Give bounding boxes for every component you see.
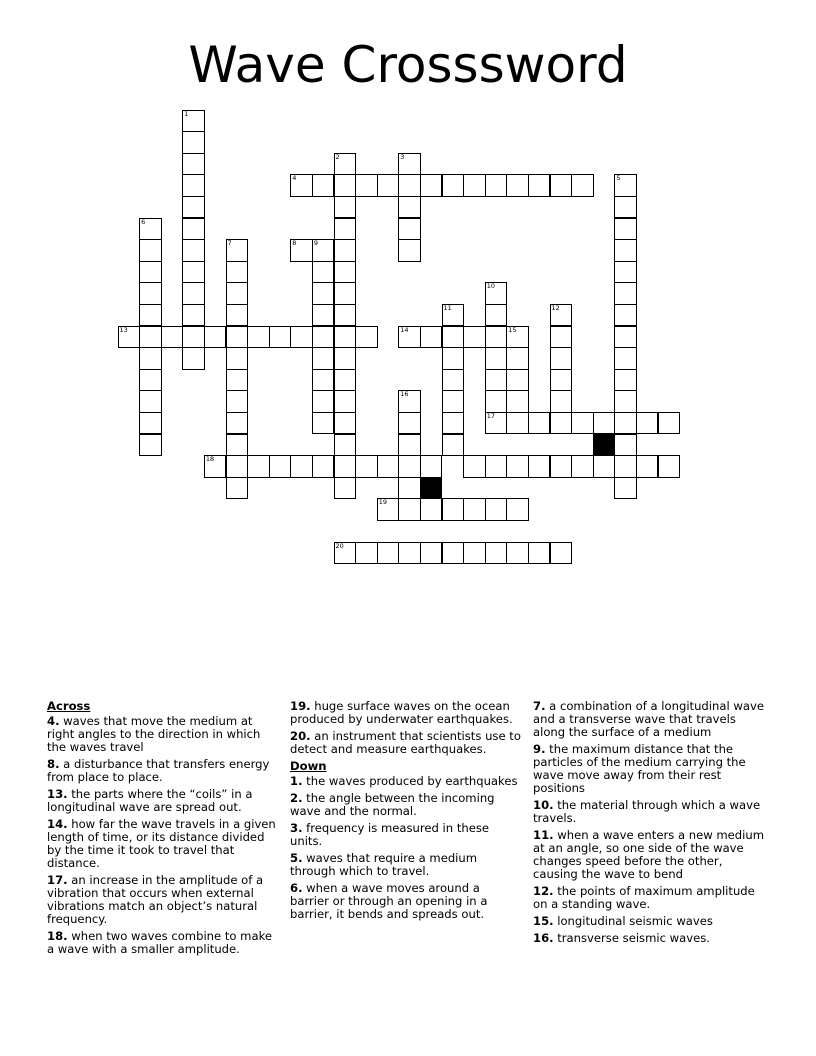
- grid-cell[interactable]: [420, 542, 443, 565]
- grid-cell[interactable]: [442, 304, 465, 327]
- clue-text: an instrument that scientists use to detect and measure earthquakes.: [290, 729, 521, 756]
- grid-cell[interactable]: [312, 390, 335, 413]
- grid-cell[interactable]: [614, 304, 637, 327]
- grid-cell[interactable]: [614, 434, 637, 457]
- across-clue: [47, 758, 279, 784]
- grid-cell[interactable]: [182, 196, 205, 219]
- clue-text: huge surface waves on the ocean produced by underwater earthquakes.: [290, 699, 513, 726]
- grid-cell[interactable]: [334, 261, 357, 284]
- grid-cell[interactable]: [398, 477, 421, 500]
- clue-number: 18.: [47, 929, 68, 943]
- grid-cell[interactable]: [355, 174, 378, 197]
- grid-cell[interactable]: [334, 455, 357, 478]
- down-clue: [533, 799, 765, 825]
- grid-cell[interactable]: [463, 174, 486, 197]
- cell-number: 2: [335, 152, 340, 161]
- grid-cell[interactable]: [226, 261, 249, 284]
- black-cell: [420, 477, 443, 500]
- grid-cell[interactable]: [139, 326, 162, 349]
- grid-cell[interactable]: [312, 326, 335, 349]
- grid-cell[interactable]: [485, 174, 508, 197]
- grid-cell[interactable]: [485, 498, 508, 521]
- down-clue: [290, 775, 522, 788]
- grid-cell[interactable]: [334, 174, 357, 197]
- grid-cell[interactable]: [182, 282, 205, 305]
- grid-cell[interactable]: [398, 434, 421, 457]
- clue-number: 13.: [47, 787, 68, 801]
- grid-cell[interactable]: [614, 218, 637, 241]
- grid-cell[interactable]: [398, 153, 421, 176]
- cell-number: 14: [400, 325, 409, 334]
- grid-cell[interactable]: [334, 369, 357, 392]
- grid-cell[interactable]: [658, 455, 681, 478]
- grid-cell[interactable]: [550, 347, 573, 370]
- grid-cell[interactable]: [182, 153, 205, 176]
- grid-cell[interactable]: [312, 304, 335, 327]
- across-clue: [47, 715, 279, 754]
- grid-cell[interactable]: [485, 369, 508, 392]
- grid-cell[interactable]: [550, 412, 573, 435]
- clue-text: the material through which a wave travels.: [533, 798, 761, 825]
- grid-cell[interactable]: [614, 196, 637, 219]
- clue-number: 17.: [47, 873, 68, 887]
- grid-cell[interactable]: [226, 369, 249, 392]
- clue-number: 9.: [533, 742, 546, 756]
- grid-cell[interactable]: [398, 542, 421, 565]
- grid-cell[interactable]: [118, 326, 141, 349]
- grid-cell[interactable]: [636, 412, 659, 435]
- grid-cell[interactable]: [420, 498, 443, 521]
- grid-cell[interactable]: [139, 390, 162, 413]
- grid-cell[interactable]: [506, 542, 529, 565]
- clue-text: the points of maximum amplitude on a standing wave.: [533, 884, 755, 911]
- grid-cell[interactable]: [614, 326, 637, 349]
- down-clue: [533, 885, 765, 911]
- grid-cell[interactable]: [355, 542, 378, 565]
- grid-cell[interactable]: [571, 412, 594, 435]
- puzzle-title: Wave Crosssword: [188, 36, 628, 94]
- grid-cell[interactable]: [614, 455, 637, 478]
- clue-number: 14.: [47, 817, 68, 831]
- grid-cell[interactable]: [420, 174, 443, 197]
- grid-cell[interactable]: [139, 369, 162, 392]
- clue-text: waves that require a medium through which to travel.: [290, 851, 478, 878]
- clue-text: the angle between the incoming wave and the normal.: [290, 791, 495, 818]
- grid-cell[interactable]: [139, 412, 162, 435]
- grid-cell[interactable]: [614, 477, 637, 500]
- down-clue: [290, 792, 522, 818]
- clue-column-2: [290, 700, 522, 925]
- grid-cell[interactable]: [226, 434, 249, 457]
- cell-number: 6: [141, 217, 146, 226]
- clue-number: 15.: [533, 914, 554, 928]
- grid-cell[interactable]: [485, 282, 508, 305]
- grid-cell[interactable]: [334, 239, 357, 262]
- grid-cell[interactable]: [614, 282, 637, 305]
- clue-text: when a wave enters a new medium at an angle, so one side of the wave changes speed before the other, causing the wave to bend: [533, 828, 765, 881]
- grid-cell[interactable]: [290, 455, 313, 478]
- clue-text: an increase in the amplitude of a vibration that occurs when external vibrations match an object’s natural frequency.: [47, 873, 264, 926]
- clue-text: a disturbance that transfers energy from place to place.: [47, 757, 270, 784]
- grid-cell[interactable]: [506, 326, 529, 349]
- grid-cell[interactable]: [398, 174, 421, 197]
- down-clue: [533, 743, 765, 795]
- grid-cell[interactable]: [312, 455, 335, 478]
- clue-number: 20.: [290, 729, 311, 743]
- across-clue: [290, 730, 522, 756]
- clue-number: 3.: [290, 821, 303, 835]
- grid-cell[interactable]: [334, 153, 357, 176]
- cell-number: 8: [292, 239, 297, 248]
- grid-cell[interactable]: [528, 455, 551, 478]
- grid-cell[interactable]: [161, 326, 184, 349]
- clue-number: 16.: [533, 931, 554, 945]
- grid-cell[interactable]: [550, 326, 573, 349]
- grid-cell[interactable]: [139, 434, 162, 457]
- grid-cell[interactable]: [182, 218, 205, 241]
- grid-cell[interactable]: [442, 174, 465, 197]
- clue-text: how far the wave travels in a given length of time, or its distance divided by the time it took to travel that distance.: [47, 817, 276, 870]
- grid-cell[interactable]: [226, 477, 249, 500]
- black-cell: [593, 434, 616, 457]
- grid-cell[interactable]: [290, 174, 313, 197]
- grid-cell[interactable]: [182, 110, 205, 133]
- down-clue: [533, 700, 765, 739]
- cell-number: 3: [400, 152, 405, 161]
- grid-cell[interactable]: [442, 390, 465, 413]
- grid-cell[interactable]: [334, 326, 357, 349]
- grid-cell[interactable]: [398, 412, 421, 435]
- grid-cell[interactable]: [442, 412, 465, 435]
- cell-number: 16: [400, 390, 409, 399]
- grid-cell[interactable]: [614, 369, 637, 392]
- grid-cell[interactable]: [636, 455, 659, 478]
- clue-number: 5.: [290, 851, 303, 865]
- clue-number: 7.: [533, 699, 546, 713]
- grid-cell[interactable]: [334, 196, 357, 219]
- grid-cell[interactable]: [226, 412, 249, 435]
- down-clue: [290, 882, 522, 921]
- grid-cell[interactable]: [614, 174, 637, 197]
- grid-cell[interactable]: [226, 347, 249, 370]
- grid-cell[interactable]: [204, 326, 227, 349]
- grid-cell[interactable]: [334, 390, 357, 413]
- clue-text: when two waves combine to make a wave with a smaller amplitude.: [47, 929, 273, 956]
- grid-cell[interactable]: [312, 369, 335, 392]
- grid-cell[interactable]: [442, 326, 465, 349]
- clue-number: 11.: [533, 828, 554, 842]
- grid-cell[interactable]: [312, 347, 335, 370]
- grid-cell[interactable]: [334, 304, 357, 327]
- cell-number: 10: [486, 282, 495, 291]
- grid-cell[interactable]: [420, 326, 443, 349]
- grid-cell[interactable]: [247, 326, 270, 349]
- grid-cell[interactable]: [312, 282, 335, 305]
- grid-cell[interactable]: [334, 218, 357, 241]
- down-clue: [533, 915, 765, 928]
- grid-cell[interactable]: [485, 326, 508, 349]
- clue-text: a combination of a longitudinal wave and a transverse wave that travels along the surface of a medium: [533, 699, 764, 739]
- grid-cell[interactable]: [312, 174, 335, 197]
- grid-cell[interactable]: [182, 326, 205, 349]
- down-clue: [290, 852, 522, 878]
- grid-cell[interactable]: [528, 412, 551, 435]
- grid-cell[interactable]: [463, 542, 486, 565]
- clue-number: 6.: [290, 881, 303, 895]
- clue-text: frequency is measured in these units.: [290, 821, 490, 848]
- clue-text: waves that move the medium at right angles to the direction in which the waves travel: [47, 714, 261, 754]
- grid-cell[interactable]: [139, 239, 162, 262]
- grid-cell[interactable]: [139, 282, 162, 305]
- grid-cell[interactable]: [204, 455, 227, 478]
- grid-cell[interactable]: [550, 304, 573, 327]
- cell-number: 19: [378, 498, 387, 507]
- grid-cell[interactable]: [614, 261, 637, 284]
- clue-number: 4.: [47, 714, 60, 728]
- across-clue: [47, 818, 279, 870]
- grid-cell[interactable]: [182, 239, 205, 262]
- clue-column-1: [47, 700, 279, 960]
- clue-number: 12.: [533, 884, 554, 898]
- grid-cell[interactable]: [593, 455, 616, 478]
- across-heading: Across: [47, 699, 91, 713]
- grid-cell[interactable]: [528, 542, 551, 565]
- clue-column-3: [533, 700, 765, 949]
- grid-cell[interactable]: [334, 542, 357, 565]
- grid-cell[interactable]: [398, 218, 421, 241]
- grid-cell[interactable]: [139, 261, 162, 284]
- grid-cell[interactable]: [226, 455, 249, 478]
- clue-number: 10.: [533, 798, 554, 812]
- grid-cell[interactable]: [506, 390, 529, 413]
- clue-text: the waves produced by earthquakes: [306, 774, 518, 788]
- across-clue: [290, 700, 522, 726]
- across-clue: [47, 788, 279, 814]
- grid-cell[interactable]: [290, 239, 313, 262]
- grid-cell[interactable]: [398, 196, 421, 219]
- grid-cell[interactable]: [614, 239, 637, 262]
- grid-cell[interactable]: [290, 326, 313, 349]
- grid-cell[interactable]: [506, 412, 529, 435]
- grid-cell[interactable]: [485, 455, 508, 478]
- grid-cell[interactable]: [269, 326, 292, 349]
- grid-cell[interactable]: [442, 542, 465, 565]
- grid-cell[interactable]: [550, 390, 573, 413]
- grid-cell[interactable]: [334, 412, 357, 435]
- down-clue: [290, 822, 522, 848]
- grid-cell[interactable]: [398, 390, 421, 413]
- grid-cell[interactable]: [506, 369, 529, 392]
- grid-cell[interactable]: [550, 542, 573, 565]
- cell-number: 4: [292, 174, 297, 183]
- grid-cell[interactable]: [614, 412, 637, 435]
- grid-cell[interactable]: [139, 218, 162, 241]
- across-clue: [47, 930, 279, 956]
- grid-cell[interactable]: [334, 434, 357, 457]
- grid-cell[interactable]: [377, 498, 400, 521]
- grid-cell[interactable]: [506, 174, 529, 197]
- grid-cell[interactable]: [398, 455, 421, 478]
- grid-cell[interactable]: [506, 498, 529, 521]
- grid-cell[interactable]: [226, 282, 249, 305]
- clue-text: longitudinal seismic waves: [557, 914, 713, 928]
- grid-cell[interactable]: [528, 174, 551, 197]
- grid-cell[interactable]: [334, 347, 357, 370]
- grid-cell[interactable]: [550, 174, 573, 197]
- grid-cell[interactable]: [442, 347, 465, 370]
- cell-number: 17: [486, 411, 495, 420]
- grid-cell[interactable]: [485, 347, 508, 370]
- grid-cell[interactable]: [463, 455, 486, 478]
- cell-number: 13: [119, 325, 128, 334]
- grid-cell[interactable]: [226, 239, 249, 262]
- grid-cell[interactable]: [182, 131, 205, 154]
- clue-number: 2.: [290, 791, 303, 805]
- grid-cell[interactable]: [334, 282, 357, 305]
- cell-number: 9: [313, 239, 319, 248]
- grid-cell[interactable]: [226, 326, 249, 349]
- grid-cell[interactable]: [398, 239, 421, 262]
- grid-cell[interactable]: [571, 174, 594, 197]
- grid-cell[interactable]: [485, 390, 508, 413]
- grid-cell[interactable]: [226, 304, 249, 327]
- grid-cell[interactable]: [139, 347, 162, 370]
- grid-cell[interactable]: [312, 261, 335, 284]
- grid-cell[interactable]: [355, 455, 378, 478]
- clue-text: when a wave moves around a barrier or through an opening in a barrier, it bends and spreads out.: [290, 881, 488, 921]
- clue-text: the maximum distance that the particles of the medium carrying the wave move away from their rest positions: [533, 742, 746, 795]
- grid-cell[interactable]: [550, 369, 573, 392]
- grid-cell[interactable]: [355, 326, 378, 349]
- grid-cell[interactable]: [485, 412, 508, 435]
- down-clue: [533, 932, 765, 945]
- grid-cell[interactable]: [442, 434, 465, 457]
- clue-text: transverse seismic waves.: [557, 931, 710, 945]
- grid-cell[interactable]: [377, 174, 400, 197]
- grid-cell[interactable]: [398, 498, 421, 521]
- grid-cell[interactable]: [377, 542, 400, 565]
- grid-cell[interactable]: [571, 455, 594, 478]
- grid-cell[interactable]: [506, 455, 529, 478]
- grid-cell[interactable]: [614, 347, 637, 370]
- grid-cell[interactable]: [420, 455, 443, 478]
- down-clue: [533, 829, 765, 881]
- grid-cell[interactable]: [485, 542, 508, 565]
- grid-cell[interactable]: [593, 412, 616, 435]
- grid-cell[interactable]: [269, 455, 292, 478]
- grid-cell[interactable]: [442, 369, 465, 392]
- grid-cell[interactable]: [182, 261, 205, 284]
- grid-cell[interactable]: [312, 412, 335, 435]
- grid-cell[interactable]: [182, 174, 205, 197]
- grid-cell[interactable]: [139, 304, 162, 327]
- grid-cell[interactable]: [312, 239, 335, 262]
- grid-cell[interactable]: [550, 455, 573, 478]
- clue-number: 8.: [47, 757, 60, 771]
- grid-cell[interactable]: [334, 477, 357, 500]
- grid-cell[interactable]: [377, 455, 400, 478]
- grid-cell[interactable]: [182, 304, 205, 327]
- grid-cell[interactable]: [182, 347, 205, 370]
- grid-cell[interactable]: [398, 326, 421, 349]
- grid-cell[interactable]: [442, 498, 465, 521]
- clue-number: 1.: [290, 774, 303, 788]
- cell-number: 12: [551, 303, 560, 312]
- grid-cell[interactable]: [658, 412, 681, 435]
- cell-number: 5: [616, 174, 621, 183]
- cell-number: 7: [227, 239, 232, 248]
- cell-number: 15: [508, 325, 517, 334]
- cell-number: 20: [335, 541, 344, 550]
- clue-text: the parts where the “coils” in a longitudinal wave are spread out.: [47, 787, 253, 814]
- grid-cell[interactable]: [614, 390, 637, 413]
- clue-number: 19.: [290, 699, 311, 713]
- grid-cell[interactable]: [463, 498, 486, 521]
- down-heading: Down: [290, 759, 327, 773]
- grid-cell[interactable]: [485, 304, 508, 327]
- across-clue: [47, 874, 279, 926]
- grid-cell[interactable]: [226, 390, 249, 413]
- cell-number: 11: [443, 303, 452, 312]
- cell-number: 18: [205, 455, 215, 464]
- cell-number: 1: [184, 109, 189, 118]
- grid-cell[interactable]: [506, 347, 529, 370]
- grid-cell[interactable]: [463, 326, 486, 349]
- grid-cell[interactable]: [247, 455, 270, 478]
